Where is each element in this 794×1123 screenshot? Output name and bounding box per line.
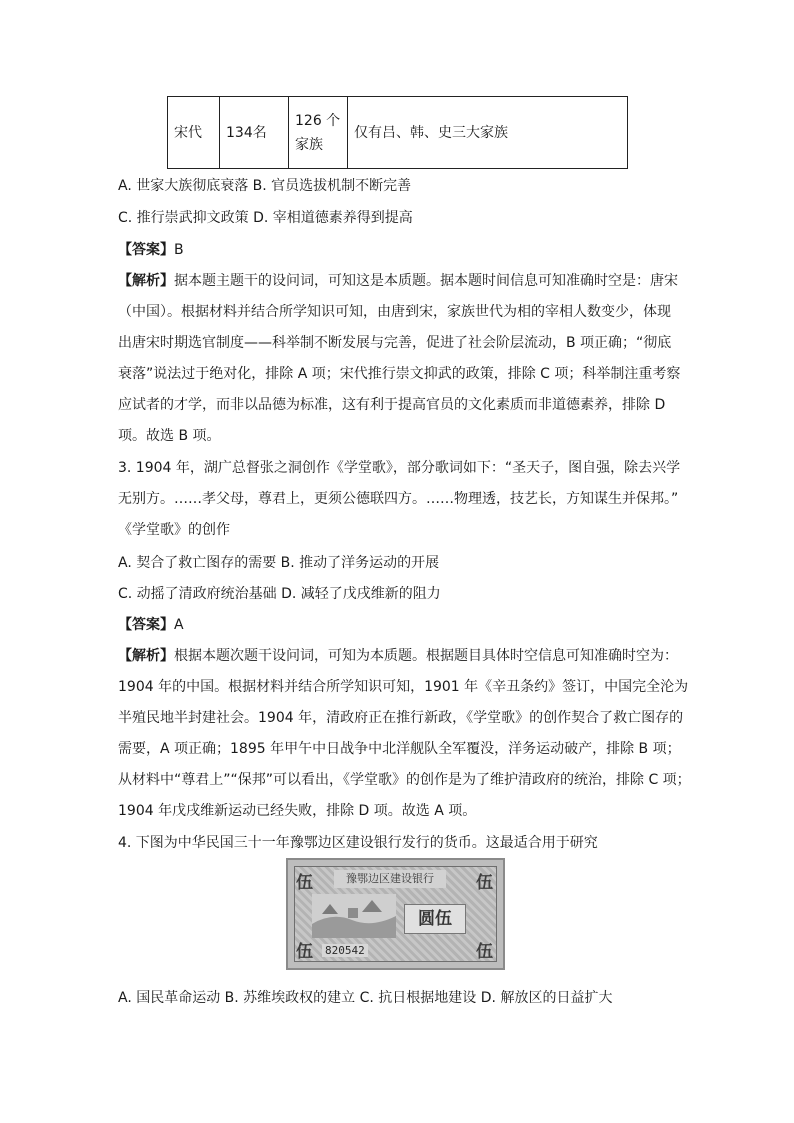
banknote-serial-number: 820542 xyxy=(322,944,368,957)
q3-analysis-line-3: 半殖民地半封建社会。1904 年，清政府正在推行新政，《学堂歌》的创作契合了救亡图存的 xyxy=(118,710,684,726)
q4-stem: 4. 下图为中华民国三十一年豫鄂边区建设银行发行的货币。这最适合用于研究 xyxy=(118,835,598,851)
table-cell-families xyxy=(289,97,348,169)
q3-analysis-line-6: 1904 年戊戌维新运动已经失败，排除 D 项。故选 A 项。 xyxy=(118,803,477,819)
q3-options-line-1: A. 契合了救亡图存的需要 B. 推动了洋务运动的开展 xyxy=(118,555,440,571)
q3-answer xyxy=(118,615,184,635)
q3-stem-line-2: 无别方。……孝父母，尊君上，更须公德联四方。……物理透，技艺长，方知谋生并保邦。” xyxy=(118,491,679,507)
answer-value: B xyxy=(174,242,184,258)
table-cell-note: 仅有吕、韩、史三大家族 xyxy=(348,97,628,169)
q2-analysis-line-6: 项。故选 B 项。 xyxy=(118,428,221,444)
q3-stem-line-3: 《学堂歌》的创作 xyxy=(118,522,230,538)
answer-label: 【答案】 xyxy=(118,242,174,258)
banknote-scene-illustration xyxy=(312,894,396,938)
banknote-denomination: 圆伍 xyxy=(404,904,466,934)
analysis-text: 据本题主题干的设问词，可知这是本质题。据本题时间信息可知准确时空是：唐宋 xyxy=(174,273,678,289)
banknote-corner-bottom-left: 伍 xyxy=(296,942,313,962)
families-line-1: 126 个 xyxy=(295,112,341,129)
answer-label: 【答案】 xyxy=(118,617,174,633)
q3-options-line-2: C. 动摇了清政府统治基础 D. 减轻了戊戌维新的阻力 xyxy=(118,586,441,602)
banknote-corner-top-left: 伍 xyxy=(296,873,313,893)
q3-analysis-line-2: 1904 年的中国。根据材料并结合所学知识可知，1901 年《辛丑条约》签订，中国完全沦为 xyxy=(118,679,689,695)
officials-table xyxy=(167,96,628,169)
q2-analysis-line-3: 出唐宋时期选官制度——科举制不断发展与完善，促进了社会阶层流动，B 项正确；“彻底 xyxy=(118,335,672,351)
analysis-label: 【解析】 xyxy=(118,648,174,664)
table-row xyxy=(168,97,628,169)
table-cell-dynasty: 宋代 xyxy=(168,97,220,169)
answer-value: A xyxy=(174,617,184,633)
banknote-bank-name: 豫鄂边区建设银行 xyxy=(334,870,446,888)
q3-analysis-line-1 xyxy=(118,646,678,666)
analysis-label: 【解析】 xyxy=(118,273,174,289)
q2-analysis-line-5: 应试者的才学，而非以品德为标准，这有利于提高官员的文化素质而非道德素养，排除 D xyxy=(118,397,666,413)
q3-stem-line-1: 3. 1904 年，湖广总督张之洞创作《学堂歌》，部分歌词如下：“圣天子，图自强，除去兴学 xyxy=(118,460,681,476)
banknote-corner-top-right: 伍 xyxy=(476,873,493,893)
analysis-text: 根据本题次题干设问词，可知为本质题。根据题目具体时空信息可知准确时空为： xyxy=(174,648,678,664)
q4-options-line: A. 国民革命运动 B. 苏维埃政权的建立 C. 抗日根据地建设 D. 解放区的日益扩大 xyxy=(118,990,613,1006)
banknote-corner-bottom-right: 伍 xyxy=(476,942,493,962)
families-line-2: 家族 xyxy=(295,136,323,153)
q2-answer xyxy=(118,240,184,260)
q3-analysis-line-5: 从材料中“尊君上”“保邦”可以看出，《学堂歌》的创作是为了维护清政府的统治，排除 C 项； xyxy=(118,772,691,788)
table-cell-count: 134名 xyxy=(220,97,289,169)
q2-options-line-1: A. 世家大族彻底衰落 B. 官员选拔机制不断完善 xyxy=(118,178,412,194)
q2-analysis-line-1 xyxy=(118,271,678,291)
q3-analysis-line-4: 需要，A 项正确；1895 年甲午中日战争中北洋舰队全军覆没，洋务运动破产，排除 B 项； xyxy=(118,741,681,757)
q2-analysis-line-4: 衰落”说法过于绝对化，排除 A 项；宋代推行崇文抑武的政策，排除 C 项；科举制注重考察 xyxy=(118,366,681,382)
q2-options-line-2: C. 推行崇武抑文政策 D. 宰相道德素养得到提高 xyxy=(118,210,413,226)
banknote-image xyxy=(286,858,505,970)
q2-analysis-line-2: （中国）。根据材料并结合所学知识可知，由唐到宋，家族世代为相的宰相人数变少，体现 xyxy=(118,304,671,320)
